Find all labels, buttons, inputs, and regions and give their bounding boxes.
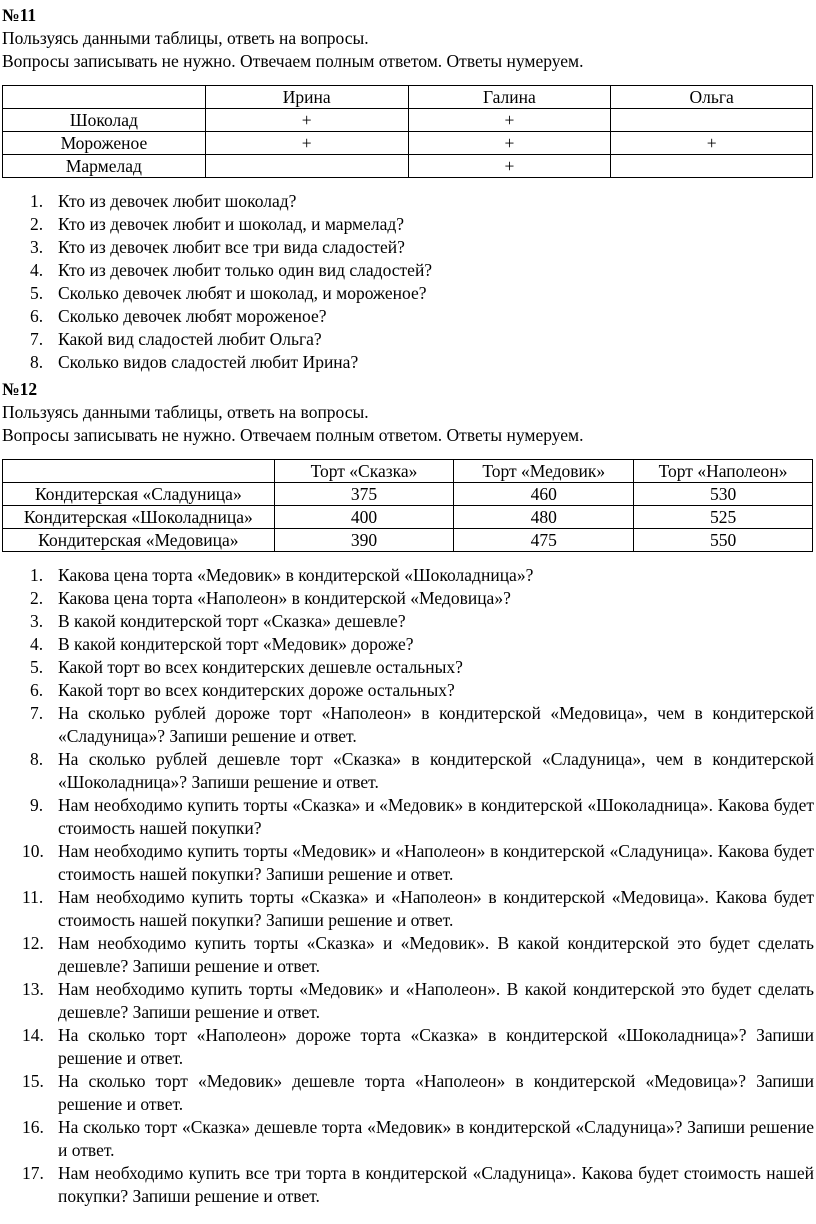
- question-text: На сколько торт «Сказка» дешевле торта «Медовик» в кондитерской «Сладуница»? Запиши решение и ответ.: [58, 1117, 814, 1160]
- table-cell: 460: [454, 483, 634, 506]
- question-number: 5.: [30, 283, 44, 303]
- question-number: 7.: [30, 329, 44, 349]
- task-11-instruction-2: Вопросы записывать не нужно. Отвечаем полным ответом. Ответы нумеруем.: [2, 51, 584, 71]
- question-number: 5.: [30, 657, 44, 677]
- table-cell: +: [408, 155, 611, 178]
- table-cell: Мороженое: [3, 132, 206, 155]
- question-item: [0, 610, 816, 633]
- question-number: 6.: [30, 680, 44, 700]
- question-item: [0, 1070, 816, 1116]
- question-text: Сколько девочек любят и шоколад, и мороженое?: [58, 283, 427, 303]
- task-12-instruction-2: Вопросы записывать не нужно. Отвечаем полным ответом. Ответы нумеруем.: [2, 425, 584, 445]
- question-item: [0, 213, 816, 236]
- question-item: [0, 305, 816, 328]
- question-item: [0, 702, 816, 748]
- question-text: Нам необходимо купить торты «Сказка» и «Наполеон» в кондитерской «Медовица». Какова будет стоимость нашей покупки? Запиши решение и ответ.: [58, 887, 814, 930]
- question-text: Кто из девочек любит и шоколад, и мармелад?: [58, 214, 405, 234]
- question-text: Нам необходимо купить все три торта в кондитерской «Сладуница». Какова будет стоимость нашей покупки? Запиши решение и ответ.: [58, 1163, 814, 1206]
- question-item: [0, 351, 816, 374]
- question-item: [0, 259, 816, 282]
- question-item: [0, 587, 816, 610]
- question-number: 12.: [22, 933, 44, 953]
- question-number: 3.: [30, 237, 44, 257]
- question-number: 2.: [30, 214, 44, 234]
- question-number: 1.: [30, 565, 44, 585]
- question-item: [0, 748, 816, 794]
- table-row: [3, 109, 813, 132]
- question-item: [0, 282, 816, 305]
- question-text: Какой вид сладостей любит Ольга?: [58, 329, 322, 349]
- question-text: В какой кондитерской торт «Сказка» дешевле?: [58, 611, 406, 631]
- table-cell: Торт «Сказка»: [274, 460, 454, 483]
- table-row: [3, 483, 813, 506]
- table-cell: Ирина: [205, 86, 408, 109]
- table-cell: 525: [634, 506, 813, 529]
- question-text: Нам необходимо купить торты «Сказка» и «Медовик» в кондитерской «Шоколадница». Какова будет стоимость нашей покупки?: [58, 795, 814, 838]
- question-item: [0, 794, 816, 840]
- question-text: Какова цена торта «Наполеон» в кондитерской «Медовица»?: [58, 588, 511, 608]
- question-item: [0, 886, 816, 932]
- table-cell: Ольга: [611, 86, 813, 109]
- question-text: Кто из девочек любит все три вида сладостей?: [58, 237, 405, 257]
- question-item: [0, 1162, 816, 1208]
- question-number: 3.: [30, 611, 44, 631]
- table-cell: [611, 109, 813, 132]
- question-number: 8.: [30, 352, 44, 372]
- question-number: 13.: [22, 979, 44, 999]
- question-number: 14.: [22, 1025, 44, 1045]
- question-item: [0, 932, 816, 978]
- table-cell: 390: [274, 529, 454, 552]
- table-cell: [3, 460, 275, 483]
- question-item: [0, 656, 816, 679]
- table-cell: Галина: [408, 86, 611, 109]
- question-item: [0, 679, 816, 702]
- question-item: [0, 190, 816, 213]
- task-11-title: №11: [2, 5, 37, 25]
- table-cell: 530: [634, 483, 813, 506]
- table-cell: +: [205, 132, 408, 155]
- task-11-section: [0, 4, 816, 374]
- question-text: Сколько девочек любят мороженое?: [58, 306, 327, 326]
- task-12-questions: [0, 564, 816, 1208]
- question-number: 11.: [22, 887, 44, 907]
- table-row: [3, 529, 813, 552]
- table-cell: [205, 155, 408, 178]
- sweets-table: [2, 85, 813, 178]
- task-12-section: [0, 378, 816, 1208]
- question-number: 10.: [22, 841, 44, 861]
- question-text: Сколько видов сладостей любит Ирина?: [58, 352, 359, 372]
- question-number: 16.: [22, 1117, 44, 1137]
- table-cell: 475: [454, 529, 634, 552]
- question-number: 1.: [30, 191, 44, 211]
- table-cell: Мармелад: [3, 155, 206, 178]
- table-cell: 400: [274, 506, 454, 529]
- task-12-instruction-1: Пользуясь данными таблицы, ответь на вопросы.: [2, 402, 369, 422]
- question-text: Какова цена торта «Медовик» в кондитерской «Шоколадница»?: [58, 565, 534, 585]
- table-row: [3, 155, 813, 178]
- question-item: [0, 978, 816, 1024]
- table-cell: Кондитерская «Медовица»: [3, 529, 275, 552]
- question-text: Какой торт во всех кондитерских дешевле остальных?: [58, 657, 463, 677]
- question-item: [0, 633, 816, 656]
- question-text: Нам необходимо купить торты «Медовик» и «Наполеон». В какой кондитерской это будет сделать дешевле? Запиши решение и ответ.: [58, 979, 814, 1022]
- question-text: Нам необходимо купить торты «Медовик» и «Наполеон» в кондитерской «Сладуница». Какова будет стоимость нашей покупки? Запиши решение и ответ.: [58, 841, 814, 884]
- table-cell: Кондитерская «Сладуница»: [3, 483, 275, 506]
- question-text: На сколько рублей дороже торт «Наполеон» в кондитерской «Медовица», чем в кондитерской «Сладуница»? Запиши решение и ответ.: [58, 703, 814, 746]
- table-cell: Торт «Наполеон»: [634, 460, 813, 483]
- task-12-title: №12: [2, 379, 38, 399]
- question-text: Нам необходимо купить торты «Сказка» и «Медовик». В какой кондитерской это будет сделать дешевле? Запиши решение и ответ.: [58, 933, 814, 976]
- question-text: Какой торт во всех кондитерских дороже остальных?: [58, 680, 455, 700]
- table-cell: +: [408, 109, 611, 132]
- question-number: 2.: [30, 588, 44, 608]
- task-11-instruction-1: Пользуясь данными таблицы, ответь на вопросы.: [2, 28, 369, 48]
- question-text: На сколько торт «Наполеон» дороже торта «Сказка» в кондитерской «Шоколадница»? Запиши решение и ответ.: [58, 1025, 814, 1068]
- table-cell: [3, 86, 206, 109]
- table-cell: [611, 155, 813, 178]
- question-item: [0, 564, 816, 587]
- question-text: Кто из девочек любит только один вид сладостей?: [58, 260, 433, 280]
- cakes-table: [2, 459, 813, 552]
- question-number: 7.: [30, 703, 44, 723]
- question-item: [0, 236, 816, 259]
- question-item: [0, 1024, 816, 1070]
- question-text: На сколько рублей дешевле торт «Сказка» в кондитерской «Сладуница», чем в кондитерской «Шоколадница»? Запиши решение и ответ.: [58, 749, 814, 792]
- table-cell: 375: [274, 483, 454, 506]
- question-number: 8.: [30, 749, 44, 769]
- table-cell: +: [205, 109, 408, 132]
- question-text: В какой кондитерской торт «Медовик» дороже?: [58, 634, 414, 654]
- question-item: [0, 1116, 816, 1162]
- table-row: [3, 506, 813, 529]
- question-number: 17.: [22, 1163, 44, 1183]
- question-number: 15.: [22, 1071, 44, 1091]
- table-row: [3, 132, 813, 155]
- question-item: [0, 840, 816, 886]
- question-number: 4.: [30, 634, 44, 654]
- table-cell: +: [408, 132, 611, 155]
- question-item: [0, 328, 816, 351]
- question-text: На сколько торт «Медовик» дешевле торта «Наполеон» в кондитерской «Медовица»? Запиши решение и ответ.: [58, 1071, 814, 1114]
- table-cell: Шоколад: [3, 109, 206, 132]
- table-cell: 550: [634, 529, 813, 552]
- table-header-row: [3, 460, 813, 483]
- table-cell: +: [611, 132, 813, 155]
- table-header-row: [3, 86, 813, 109]
- table-cell: Торт «Медовик»: [454, 460, 634, 483]
- table-cell: 480: [454, 506, 634, 529]
- question-text: Кто из девочек любит шоколад?: [58, 191, 297, 211]
- question-number: 9.: [30, 795, 44, 815]
- question-number: 4.: [30, 260, 44, 280]
- task-11-questions: [0, 190, 816, 374]
- question-number: 6.: [30, 306, 44, 326]
- table-cell: Кондитерская «Шоколадница»: [3, 506, 275, 529]
